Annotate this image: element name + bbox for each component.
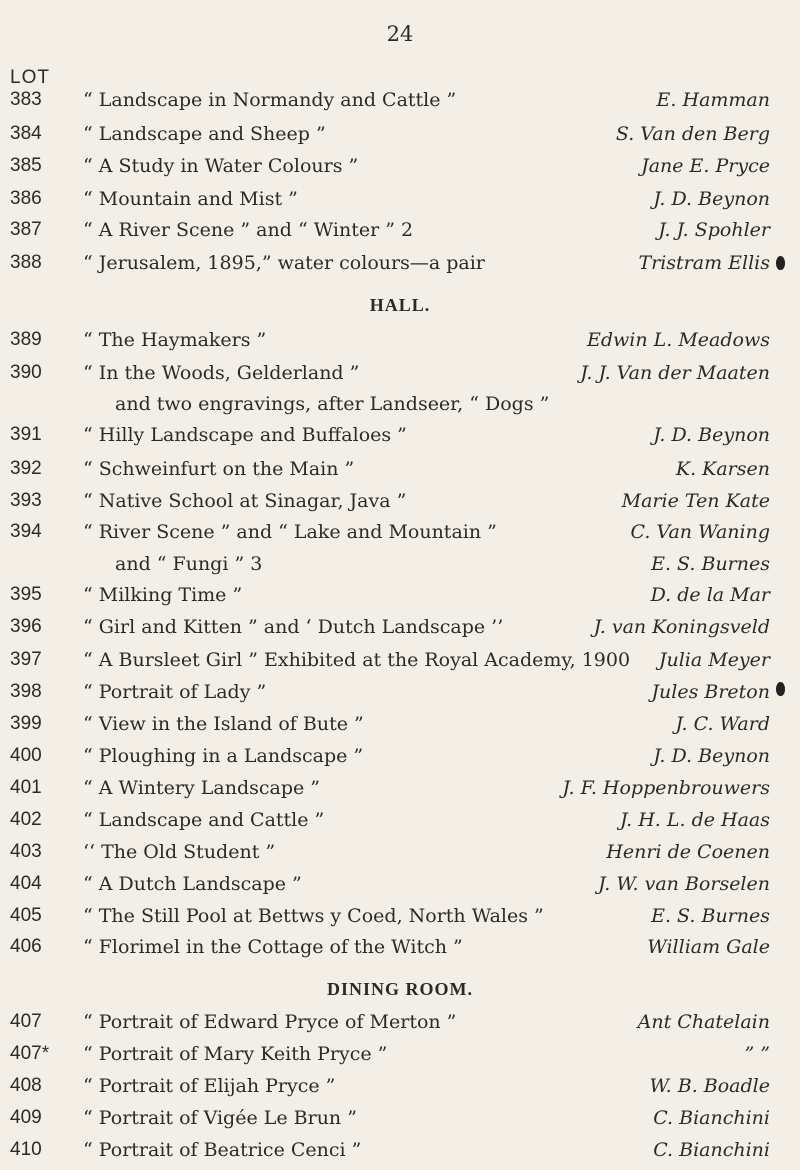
lot-number: 405	[10, 905, 42, 926]
lot-title: “ Jerusalem, 1895,” water colours—a pair	[83, 252, 485, 274]
artist-name: J. van Koningsveld	[593, 616, 770, 638]
lot-number: 399	[10, 713, 42, 734]
lot-entry	[0, 1038, 800, 1070]
artist-name: Ant Chatelain	[637, 1011, 770, 1033]
section-heading: DINING ROOM.	[327, 979, 473, 999]
artist-name: J. J. Van der Maaten	[580, 362, 770, 384]
artist-name: ” ”	[744, 1043, 770, 1065]
lot-number: 387	[10, 219, 42, 240]
lot-number: 403	[10, 841, 42, 862]
lot-title: “ Mountain and Mist ”	[83, 188, 298, 210]
lot-title: “ Landscape and Sheep ”	[83, 123, 326, 145]
lot-title: “ Portrait of Mary Keith Pryce ”	[83, 1043, 388, 1065]
lot-entry	[0, 1006, 800, 1038]
lot-entry	[0, 868, 800, 900]
lot-entry	[0, 485, 800, 517]
lot-number: 407	[10, 1011, 42, 1032]
artist-name: E. S. Burnes	[651, 905, 770, 927]
lot-entry	[0, 804, 800, 836]
lot-entry	[0, 247, 800, 279]
lot-entry	[0, 836, 800, 868]
artist-name: J. W. van Borselen	[598, 873, 770, 895]
lot-entry	[0, 183, 800, 215]
binding-hole-mark	[776, 256, 785, 270]
lot-number: 391	[10, 424, 42, 445]
artist-name: Tristram Ellis	[638, 252, 770, 274]
lot-title: “ Portrait of Vigée Le Brun ”	[83, 1107, 357, 1129]
lot-entry	[0, 1102, 800, 1134]
artist-name: Jane E. Pryce	[641, 155, 770, 177]
artist-name: C. Bianchini	[653, 1139, 770, 1161]
lot-number: 407*	[10, 1043, 50, 1064]
lot-title: “ Portrait of Lady ”	[83, 681, 267, 703]
lot-entry	[0, 214, 800, 246]
lot-number: 384	[10, 123, 42, 144]
lot-title: “ Schweinfurt on the Main ”	[83, 458, 355, 480]
lot-number: 397	[10, 649, 42, 670]
lot-title: “ A River Scene ” and “ Winter ” 2	[83, 219, 414, 241]
lot-number: 392	[10, 458, 42, 479]
artist-name: Julia Meyer	[658, 649, 770, 671]
artist-name: E. S. Burnes	[651, 553, 770, 575]
lot-title-continued: and “ Fungi ” 3	[115, 553, 263, 575]
lot-title: “ Girl and Kitten ” and ‘ Dutch Landscape ’’	[83, 616, 504, 638]
lot-title: “ Milking Time ”	[83, 584, 243, 606]
lot-number: 404	[10, 873, 42, 894]
artist-name: E. Hamman	[656, 89, 770, 111]
artist-name: Jules Breton	[651, 681, 770, 703]
lot-number: 396	[10, 616, 42, 637]
lot-title: “ Portrait of Edward Pryce of Merton ”	[83, 1011, 457, 1033]
lot-title: “ A Wintery Landscape ”	[83, 777, 320, 799]
lot-entry	[0, 1134, 800, 1166]
artist-name: Edwin L. Meadows	[587, 329, 770, 351]
artist-name: J. D. Beynon	[653, 424, 770, 446]
lot-number: 390	[10, 362, 42, 383]
lot-entry	[0, 708, 800, 740]
lot-entry	[0, 324, 800, 356]
artist-name: Henri de Coenen	[606, 841, 770, 863]
lot-entry	[0, 453, 800, 485]
artist-name: D. de la Mar	[650, 584, 770, 606]
artist-name: Marie Ten Kate	[621, 490, 770, 512]
lot-number: 389	[10, 329, 42, 350]
lot-number: 388	[10, 252, 42, 273]
lot-number: 408	[10, 1075, 42, 1096]
lot-title: “ Florimel in the Cottage of the Witch ”	[83, 936, 463, 958]
binding-hole-mark	[776, 682, 785, 696]
lot-title: “ Ploughing in a Landscape ”	[83, 745, 364, 767]
artist-name: J. C. Ward	[675, 713, 770, 735]
lot-title: “ The Still Pool at Bettws y Coed, North Wales ”	[83, 905, 544, 927]
lot-entry	[0, 644, 800, 676]
lot-title: “ Hilly Landscape and Buffaloes ”	[83, 424, 407, 446]
lot-title: “ A Bursleet Girl ” Exhibited at the Royal Academy, 1900	[83, 649, 631, 671]
lot-title: “ Native School at Sinagar, Java ”	[83, 490, 407, 512]
lot-entry	[0, 772, 800, 804]
lot-number: 383	[10, 89, 42, 110]
lot-number: 406	[10, 936, 42, 957]
lot-title: “ Portrait of Elijah Pryce ”	[83, 1075, 336, 1097]
lot-entry	[0, 118, 800, 150]
lot-title-continued: and two engravings, after Landseer, “ Dogs ”	[115, 393, 550, 415]
section-heading: HALL.	[369, 295, 431, 315]
lot-title: “ Portrait of Beatrice Cenci ”	[83, 1139, 362, 1161]
lot-title: “ River Scene ” and “ Lake and Mountain ”	[83, 521, 497, 543]
artist-name: J. D. Beynon	[653, 188, 770, 210]
lot-title: ‘‘ The Old Student ”	[83, 841, 276, 863]
artist-name: J. H. L. de Haas	[620, 809, 770, 831]
lot-entry	[0, 548, 800, 580]
lot-number: 409	[10, 1107, 42, 1128]
page-number: 24	[386, 22, 414, 46]
lot-number: 385	[10, 155, 42, 176]
artist-name: C. Van Waning	[630, 521, 770, 543]
artist-name: S. Van den Berg	[615, 123, 770, 145]
lot-entry	[0, 579, 800, 611]
lot-number: 393	[10, 490, 42, 511]
lot-title: “ View in the Island of Bute ”	[83, 713, 364, 735]
lot-number: 398	[10, 681, 42, 702]
artist-name: William Gale	[647, 936, 770, 958]
lot-number: 395	[10, 584, 42, 605]
lot-number: 402	[10, 809, 42, 830]
lot-entry	[0, 150, 800, 182]
artist-name: J. J. Spohler	[658, 219, 770, 241]
lot-entry	[0, 931, 800, 963]
lot-number: 400	[10, 745, 42, 766]
lot-number: 394	[10, 521, 42, 542]
lot-entry	[0, 357, 800, 389]
lot-entry	[0, 611, 800, 643]
lot-entry	[0, 1070, 800, 1102]
lot-entry	[0, 419, 800, 451]
artist-name: W. B. Boadle	[649, 1075, 770, 1097]
lot-title: “ A Study in Water Colours ”	[83, 155, 359, 177]
artist-name: J. D. Beynon	[653, 745, 770, 767]
lot-title: “ A Dutch Landscape ”	[83, 873, 302, 895]
lot-entry	[0, 84, 800, 116]
artist-name: C. Bianchini	[653, 1107, 770, 1129]
lot-entry	[0, 388, 800, 420]
lot-title: “ Landscape in Normandy and Cattle ”	[83, 89, 457, 111]
lot-number: 401	[10, 777, 42, 798]
lot-column-header: LOT	[10, 67, 50, 88]
lot-number: 386	[10, 188, 42, 209]
lot-entry	[0, 900, 800, 932]
lot-entry	[0, 516, 800, 548]
lot-title: “ In the Woods, Gelderland ”	[83, 362, 360, 384]
lot-number: 410	[10, 1139, 42, 1160]
lot-title: “ Landscape and Cattle ”	[83, 809, 325, 831]
lot-entry	[0, 740, 800, 772]
lot-entry	[0, 676, 800, 708]
artist-name: K. Karsen	[675, 458, 770, 480]
lot-title: “ The Haymakers ”	[83, 329, 267, 351]
artist-name: J. F. Hoppenbrouwers	[562, 777, 770, 799]
